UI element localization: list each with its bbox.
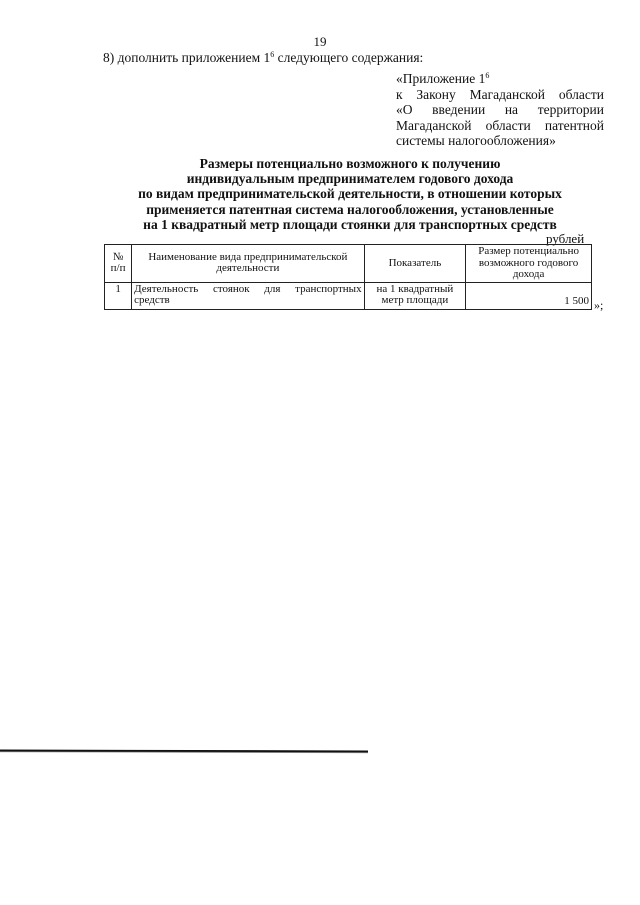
annex-ref-line-3: «О введении на территории	[396, 102, 604, 117]
title-line: применяется патентная система налогообложения, установленные	[146, 201, 554, 217]
title-line: индивидуальным предпринимателем годового дохода	[186, 171, 514, 187]
intro-superscript: 6	[270, 50, 275, 59]
intro-text-after: следующего содержания:	[274, 50, 424, 65]
table-header-row	[105, 245, 592, 283]
intro-text-before: 8) дополнить приложением 1	[103, 50, 271, 65]
title-line: Размеры потенциально возможного к получению	[199, 156, 501, 171]
cell-income: 1 500	[466, 282, 592, 309]
page-number: 19	[313, 34, 327, 49]
header-num: № п/п	[105, 245, 132, 283]
header-activity: Наименование вида предпринимательской деятельности	[132, 245, 364, 283]
header-income: Размер потенциально возможного годового дохода	[466, 245, 592, 283]
currency-unit: рублей	[546, 231, 585, 246]
closing-quote: »;	[594, 298, 604, 312]
title-line: по видам предпринимательской деятельности, в отношении которых	[138, 186, 562, 202]
income-table	[104, 244, 592, 310]
annex-ref-line-4: Магаданской области патентной	[396, 117, 604, 133]
annex-ref-line-1: «Приложение $1^6$	[396, 71, 490, 86]
title-line: на 1 квадратный метр площади стоянки для транспортных средств	[143, 216, 557, 232]
footer-divider	[0, 750, 368, 754]
amendment-intro	[103, 50, 423, 66]
document-title	[90, 156, 610, 232]
annex-ref-line-5: системы налогообложения»	[396, 133, 556, 148]
cell-activity: Деятельность стоянок для транспортных средств	[132, 282, 364, 309]
annex-reference	[396, 68, 604, 149]
cell-num: 1	[105, 282, 132, 309]
header-indicator: Показатель	[364, 245, 466, 283]
annex-ref-line-2: к Закону Магаданской области	[396, 86, 604, 102]
cell-indicator: на 1 квадратный метр площади	[364, 282, 466, 309]
table-row	[105, 282, 592, 309]
